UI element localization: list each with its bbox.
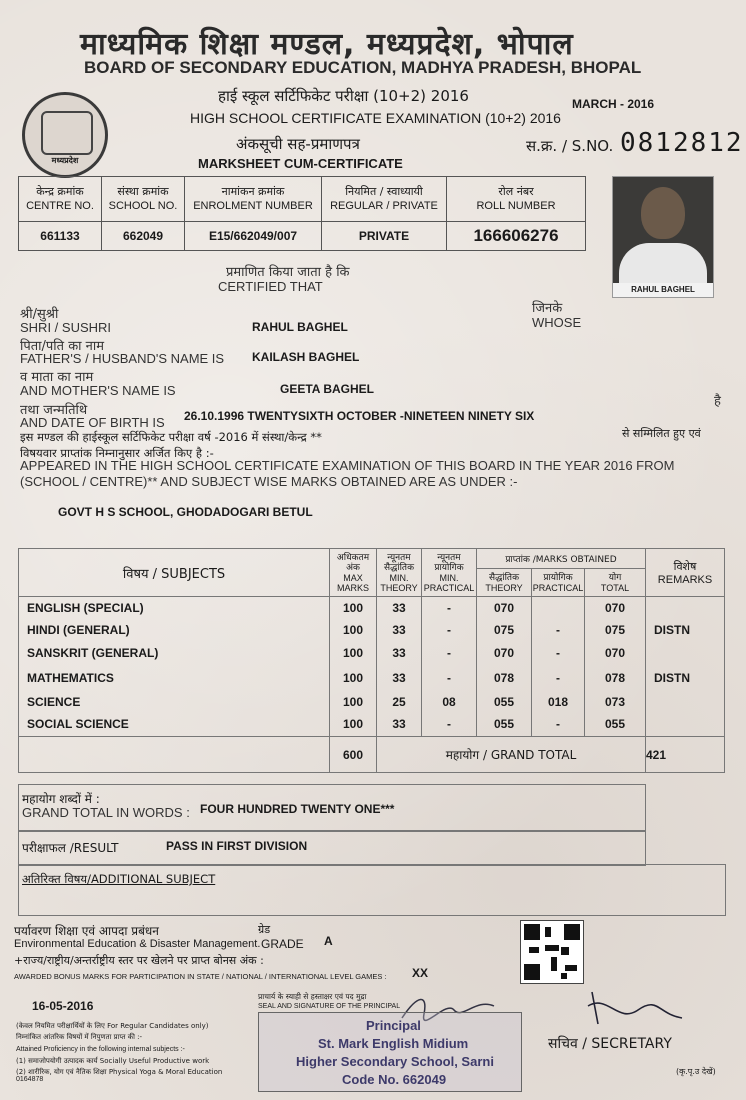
min-practical-header: न्यूनतम प्रायोगिक MIN. PRACTICAL bbox=[422, 549, 477, 597]
practical-header: प्रायोगिक PRACTICAL bbox=[532, 569, 585, 597]
subject-row bbox=[19, 665, 725, 691]
theory-marks: 070 bbox=[477, 641, 532, 665]
roll-header: रोल नंबर ROLL NUMBER bbox=[447, 177, 586, 222]
grand-total-words: FOUR HUNDRED TWENTY ONE*** bbox=[200, 802, 395, 816]
appeared-english-2: (SCHOOL / CENTRE)** AND SUBJECT WISE MARKS OBTAINED ARE AS UNDER :- bbox=[20, 474, 518, 489]
note-2: निम्नांकित आंतरिक विषयों में निपुणता प्राप्त की :- bbox=[16, 1033, 143, 1041]
stamp-line-3: Higher Secondary School, Sarni bbox=[296, 1054, 494, 1069]
subject-row bbox=[19, 597, 725, 619]
min-theory: 33 bbox=[377, 665, 422, 691]
marks-table bbox=[18, 548, 725, 773]
min-theory: 33 bbox=[377, 619, 422, 641]
total-marks: 070 bbox=[585, 597, 646, 619]
father-name: KAILASH BAGHEL bbox=[252, 350, 360, 364]
subjects-header: विषय / SUBJECTS bbox=[19, 549, 330, 597]
subject-row bbox=[19, 691, 725, 713]
student-name: RAHUL BAGHEL bbox=[252, 320, 348, 334]
board-title: BOARD OF SECONDARY EDUCATION, MADHYA PRADESH, BHOPAL bbox=[84, 58, 642, 77]
dob-label: AND DATE OF BIRTH IS bbox=[20, 415, 165, 430]
min-theory: 33 bbox=[377, 713, 422, 737]
signature-hindi: प्राचार्य के स्याही से हस्ताक्षर एवं पद मुद्रा bbox=[258, 992, 367, 1001]
remarks bbox=[646, 641, 725, 665]
remarks: DISTN bbox=[646, 619, 725, 641]
note-4: (1) समाजोपयोगी उत्पादक कार्य Socially Useful Productive work bbox=[16, 1057, 210, 1065]
result-label: परीक्षाफल /RESULT bbox=[22, 841, 119, 855]
grand-total-cell bbox=[646, 737, 725, 773]
father-label: FATHER'S / HUSBAND'S NAME IS bbox=[20, 351, 225, 366]
theory-marks: 078 bbox=[477, 665, 532, 691]
theory-marks: 055 bbox=[477, 713, 532, 737]
dob-hindi: तथा जन्मतिथि bbox=[20, 403, 88, 418]
enrolment-number: E15/662049/007 bbox=[185, 222, 322, 251]
issue-date: 16-05-2016 bbox=[32, 999, 94, 1013]
secretary-label: सचिव / SECRETARY bbox=[548, 1036, 672, 1052]
total-marks: 070 bbox=[585, 641, 646, 665]
theory-header: सैद्धांतिक THEORY bbox=[477, 569, 532, 597]
grand-total-label: महायोग / GRAND TOTAL bbox=[377, 737, 646, 773]
stamp-line-4: Code No. 662049 bbox=[342, 1072, 447, 1087]
hai-text: है bbox=[714, 394, 721, 409]
grade-value: A bbox=[324, 934, 333, 948]
max-marks: 100 bbox=[330, 619, 377, 641]
grade-label: GRADE bbox=[261, 937, 304, 951]
qr-code bbox=[520, 920, 584, 984]
grade-hindi: ग्रेड bbox=[258, 923, 271, 936]
practical-marks: - bbox=[532, 619, 585, 641]
stamp-line-1: Principal bbox=[366, 1018, 421, 1033]
max-marks: 100 bbox=[330, 691, 377, 713]
subject-name: SOCIAL SCIENCE bbox=[19, 713, 330, 737]
exam-title-hindi: हाई स्कूल सर्टिफिकेट परीक्षा (10+2) 2016 bbox=[218, 87, 469, 105]
remarks: DISTN bbox=[646, 665, 725, 691]
photo-caption: RAHUL BAGHEL bbox=[613, 283, 713, 297]
theory-marks: 070 bbox=[477, 597, 532, 619]
photo-shirt bbox=[619, 243, 707, 283]
seal-text: मध्यप्रदेश bbox=[51, 156, 79, 165]
subject-name: SANSKRIT (GENERAL) bbox=[19, 641, 330, 665]
practical-marks: - bbox=[532, 641, 585, 665]
appeared-hindi-end: से सम्मिलित हुए एवं bbox=[622, 427, 701, 440]
shri-hindi: श्री/सुश्री bbox=[20, 307, 59, 322]
subject-name: ENGLISH (SPECIAL) bbox=[19, 597, 330, 619]
min-theory: 33 bbox=[377, 597, 422, 619]
obtained-header: प्राप्तांक /MARKS OBTAINED bbox=[477, 549, 646, 569]
max-total: 600 bbox=[330, 737, 377, 773]
subject-row bbox=[19, 619, 725, 641]
additional-label: अतिरिक्त विषय/ADDITIONAL SUBJECT bbox=[22, 872, 216, 886]
secretary-signature bbox=[578, 984, 688, 1030]
total-marks: 055 bbox=[585, 713, 646, 737]
total-marks: 078 bbox=[585, 665, 646, 691]
min-practical: - bbox=[422, 619, 477, 641]
min-theory-header: न्यूनतम सैद्धांतिक MIN. THEORY bbox=[377, 549, 422, 597]
practical-marks: - bbox=[532, 713, 585, 737]
certified-that: CERTIFIED THAT bbox=[218, 279, 323, 294]
remarks bbox=[646, 713, 725, 737]
whose-label: WHOSE bbox=[532, 315, 582, 330]
env-hindi: पर्यावरण शिक्षा एवं आपदा प्रबंधन bbox=[14, 924, 159, 938]
min-practical: - bbox=[422, 597, 477, 619]
school-name: GOVT H S SCHOOL, GHODADOGARI BETUL bbox=[58, 505, 313, 519]
total-marks: 073 bbox=[585, 691, 646, 713]
remarks-header: विशेष REMARKS bbox=[646, 549, 725, 597]
max-marks-header: अधिकतम अंक MAX MARKS bbox=[330, 549, 377, 597]
date-of-birth: 26.10.1996 TWENTYSIXTH OCTOBER -NINETEEN NINETY SIX bbox=[184, 409, 535, 423]
exam-title: HIGH SCHOOL CERTIFICATE EXAMINATION (10+2) 2016 bbox=[190, 110, 561, 126]
student-photo bbox=[612, 176, 714, 298]
theory-marks: 075 bbox=[477, 619, 532, 641]
regular-private: PRIVATE bbox=[322, 222, 447, 251]
school-number: 662049 bbox=[102, 222, 185, 251]
school-header: संस्था क्रमांक SCHOOL NO. bbox=[102, 177, 185, 222]
enrolment-header: नामांकन क्रमांक ENROLMENT NUMBER bbox=[185, 177, 322, 222]
practical-marks: 018 bbox=[532, 691, 585, 713]
mother-name: GEETA BAGHEL bbox=[280, 382, 375, 396]
photo-face bbox=[641, 187, 685, 239]
note-3: Attained Proficiency in the following internal subjects :- bbox=[16, 1046, 185, 1053]
signature-label: SEAL AND SIGNATURE OF THE PRINCIPAL bbox=[258, 1003, 401, 1010]
serial-number: 0812812 bbox=[620, 128, 744, 158]
id-table bbox=[18, 176, 586, 251]
subject-name: MATHEMATICS bbox=[19, 665, 330, 691]
theory-marks: 055 bbox=[477, 691, 532, 713]
appeared-english-1: APPEARED IN THE HIGH SCHOOL CERTIFICATE EXAMINATION OF THIS BOARD IN THE YEAR 2016 FROM bbox=[20, 458, 675, 473]
mother-hindi: व माता का नाम bbox=[20, 370, 94, 385]
appeared-hindi-1: इस मण्डल की हाईस्कूल सर्टिफिकेट परीक्षा वर्ष -2016 में संस्था/केन्द्र ** bbox=[20, 430, 322, 444]
max-marks: 100 bbox=[330, 641, 377, 665]
seal-emblem-icon bbox=[41, 111, 93, 155]
min-practical: - bbox=[422, 713, 477, 737]
subject-row bbox=[19, 713, 725, 737]
grand-total: 421 bbox=[646, 747, 667, 762]
doc-title-hindi: अंकसूची सह-प्रमाणपत्र bbox=[236, 135, 360, 153]
doc-title: MARKSHEET CUM-CERTIFICATE bbox=[198, 156, 403, 171]
min-practical: - bbox=[422, 665, 477, 691]
remarks bbox=[646, 691, 725, 713]
doc-code: 0164878 bbox=[16, 1076, 44, 1083]
father-hindi: पिता/पति का नाम bbox=[20, 339, 105, 354]
stamp-line-2: St. Mark English Midium bbox=[318, 1036, 469, 1051]
board-seal bbox=[22, 92, 108, 178]
result-value: PASS IN FIRST DIVISION bbox=[166, 839, 308, 853]
whose-hindi: जिनके bbox=[532, 301, 563, 316]
bonus-value: XX bbox=[412, 966, 429, 980]
note-5: (2) शारीरिक, योग एवं नैतिक शिक्षा Physical Yoga & Moral Education bbox=[16, 1068, 223, 1076]
total-header: योग TOTAL bbox=[585, 569, 646, 597]
remarks bbox=[646, 597, 725, 619]
board-title-hindi: माध्यमिक शिक्षा मण्डल, मध्यप्रदेश, भोपाल bbox=[80, 27, 574, 62]
env-label: Environmental Education & Disaster Management. bbox=[14, 938, 261, 950]
regular-header: नियमित / स्वाध्यायी REGULAR / PRIVATE bbox=[322, 177, 447, 222]
subject-row bbox=[19, 641, 725, 665]
practical-marks bbox=[532, 597, 585, 619]
note-1: (केवल नियमित परीक्षार्थियों के लिए For Regular Candidates only) bbox=[16, 1022, 209, 1030]
practical-marks: - bbox=[532, 665, 585, 691]
total-row-spacer bbox=[19, 737, 330, 773]
certified-hindi: प्रमाणित किया जाता है कि bbox=[226, 265, 350, 280]
min-practical: 08 bbox=[422, 691, 477, 713]
appeared-hindi-2: विषयवार प्राप्तांक निम्नानुसार अर्जित किए है :- bbox=[20, 446, 214, 460]
max-marks: 100 bbox=[330, 713, 377, 737]
session: MARCH - 2016 bbox=[572, 97, 655, 111]
centre-header: केन्द्र क्रमांक CENTRE NO. bbox=[19, 177, 102, 222]
subject-name: HINDI (GENERAL) bbox=[19, 619, 330, 641]
subject-rows bbox=[19, 597, 725, 737]
bonus-hindi: +राज्य/राष्ट्रीय/अन्तर्राष्ट्रीय स्तर पर खेलने पर प्राप्त बोनस अंक : bbox=[14, 954, 264, 967]
centre-number: 661133 bbox=[19, 222, 102, 251]
page-note: (कृ.पृ.उ देखें) bbox=[676, 1067, 716, 1076]
min-practical: - bbox=[422, 641, 477, 665]
min-theory: 33 bbox=[377, 641, 422, 665]
min-theory: 25 bbox=[377, 691, 422, 713]
subject-name: SCIENCE bbox=[19, 691, 330, 713]
words-hindi: महायोग शब्दों में : bbox=[22, 792, 100, 806]
bonus-label: AWARDED BONUS MARKS FOR PARTICIPATION IN STATE / NATIONAL / INTERNATIONAL LEVEL GAMES : bbox=[14, 972, 387, 981]
max-marks: 100 bbox=[330, 665, 377, 691]
serial-label: स.क्र. / S.NO. bbox=[526, 137, 614, 155]
shri-label: SHRI / SUSHRI bbox=[20, 320, 112, 335]
words-label: GRAND TOTAL IN WORDS : bbox=[22, 805, 190, 820]
total-marks: 075 bbox=[585, 619, 646, 641]
max-marks: 100 bbox=[330, 597, 377, 619]
mother-label: AND MOTHER'S NAME IS bbox=[20, 383, 176, 398]
roll-number: 166606276 bbox=[447, 222, 586, 251]
